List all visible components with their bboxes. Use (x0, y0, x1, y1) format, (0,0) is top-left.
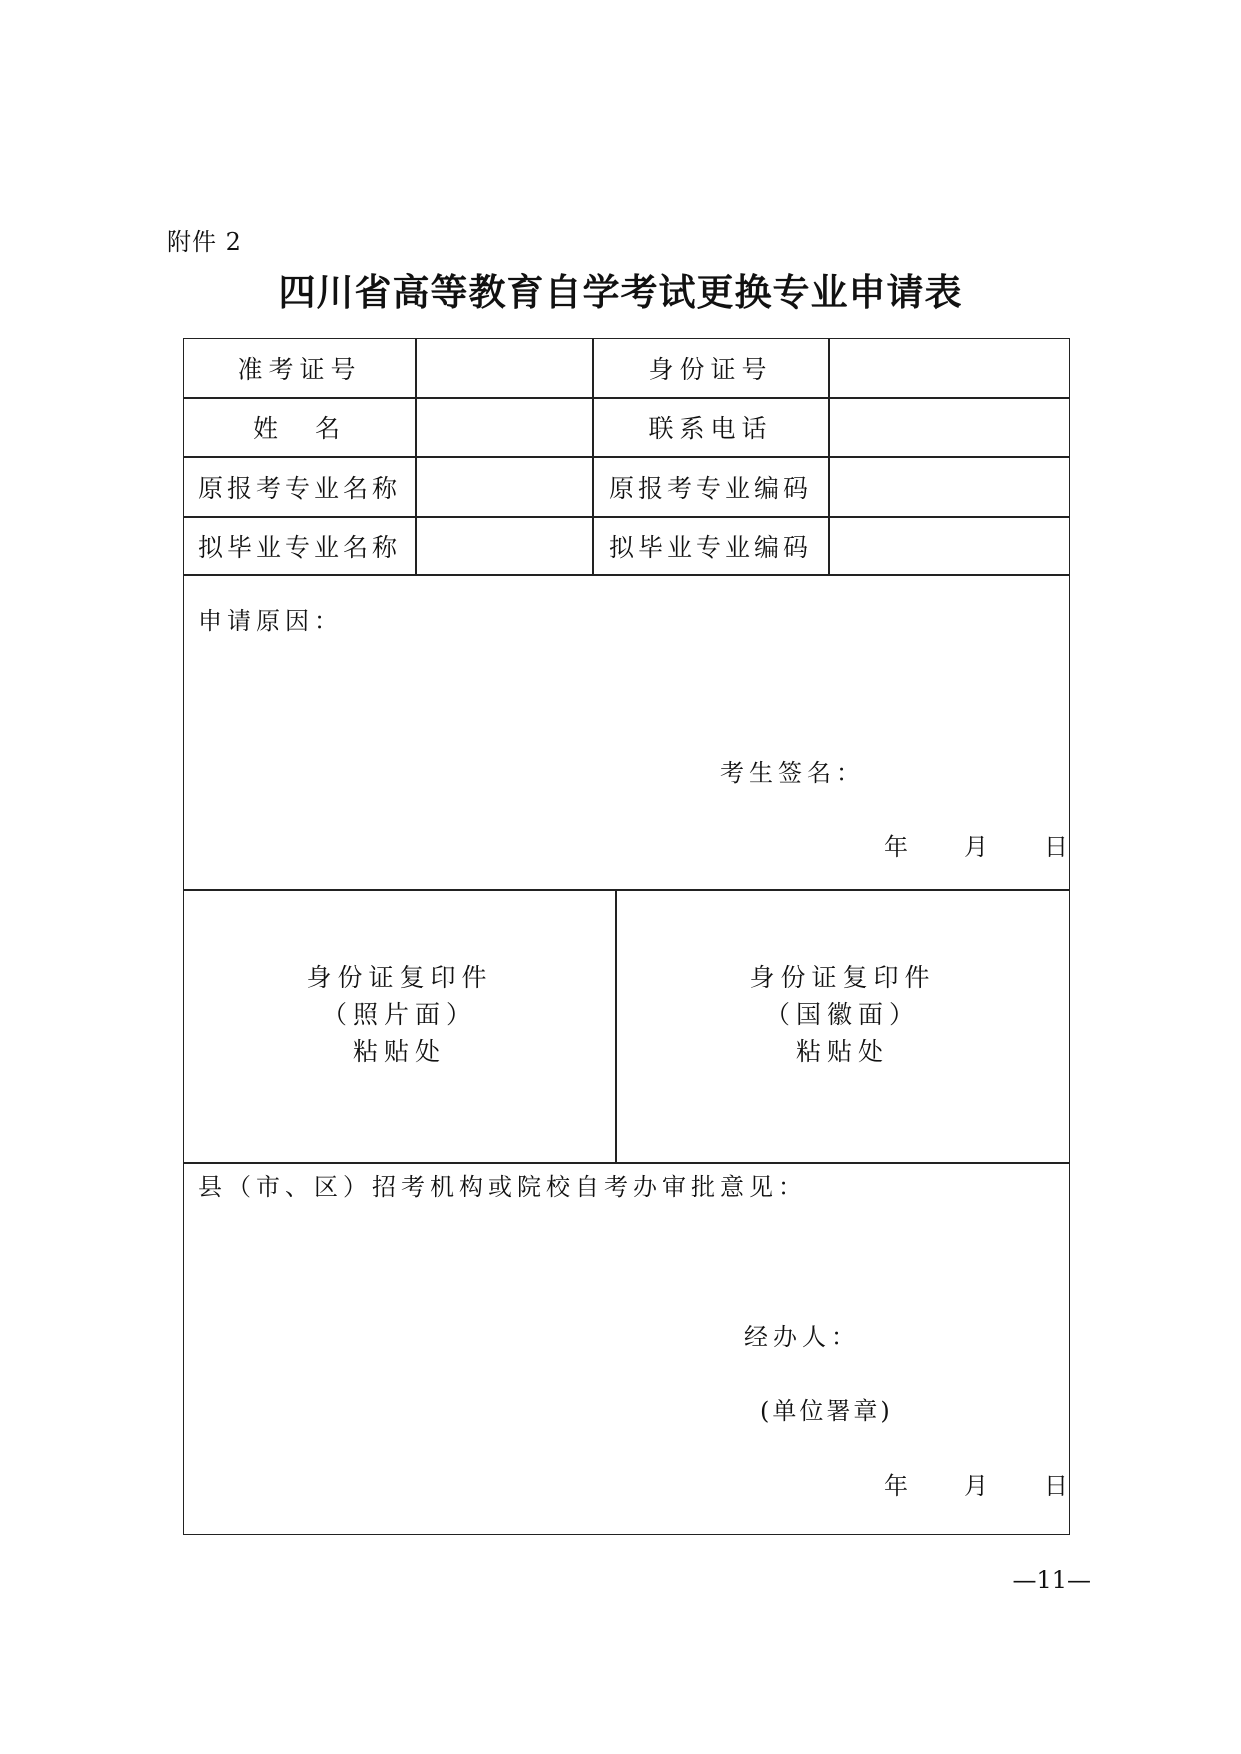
intended-major-name-field[interactable] (416, 517, 592, 574)
id-copy-back-paste: 粘贴处 (795, 1037, 889, 1066)
intended-major-code-field[interactable] (829, 517, 1069, 574)
page-number: —11— (1012, 1566, 1091, 1594)
original-major-code-label: 原报考专业编码 (608, 473, 812, 503)
handler-label: 经办人： (744, 1323, 860, 1351)
name-field[interactable] (416, 398, 592, 456)
id-copy-back-side: （国徽面） (764, 1000, 920, 1029)
id-card-number-label: 身份证号 (648, 355, 773, 384)
phone-label: 联系电话 (648, 414, 773, 443)
id-copy-front-side: （照片面） (321, 1000, 477, 1029)
year-label: 年 (884, 833, 908, 861)
student-id-field[interactable] (416, 339, 592, 397)
original-major-name-label: 原报考专业名称 (197, 473, 401, 503)
reason-date (884, 827, 1068, 862)
month-label: 月 (964, 833, 988, 861)
name-label: 姓 名 (252, 414, 346, 443)
form-title: 四川省高等教育自学考试更换专业申请表 (278, 270, 963, 314)
id-card-number-field[interactable] (829, 339, 1069, 397)
student-id-label: 准考证号 (237, 355, 362, 384)
approval-date (884, 1466, 1068, 1501)
day-label: 日 (1044, 833, 1068, 861)
month-label: 月 (964, 1472, 988, 1500)
intended-major-name-label: 拟毕业专业名称 (197, 532, 401, 562)
intended-major-code-label: 拟毕业专业编码 (608, 532, 812, 562)
id-copy-back-title: 身份证复印件 (749, 963, 936, 992)
reason-label: 申请原因： (198, 607, 343, 635)
id-copy-back-area (616, 959, 1069, 1070)
id-copy-front-area (184, 959, 615, 1070)
student-signature-label: 考生签名： (720, 759, 865, 787)
seal-label: (单位署章) (760, 1397, 893, 1425)
approval-label: 县（市、区）招考机构或院校自考办审批意见： (198, 1173, 807, 1201)
application-form-table (183, 338, 1070, 1535)
year-label: 年 (884, 1472, 908, 1500)
original-major-code-field[interactable] (829, 457, 1069, 516)
id-copy-front-title: 身份证复印件 (306, 963, 493, 992)
day-label: 日 (1044, 1472, 1068, 1500)
phone-field[interactable] (829, 398, 1069, 456)
attachment-label: 附件 2 (167, 228, 242, 256)
original-major-name-field[interactable] (416, 457, 592, 516)
id-copy-front-paste: 粘贴处 (352, 1037, 446, 1066)
